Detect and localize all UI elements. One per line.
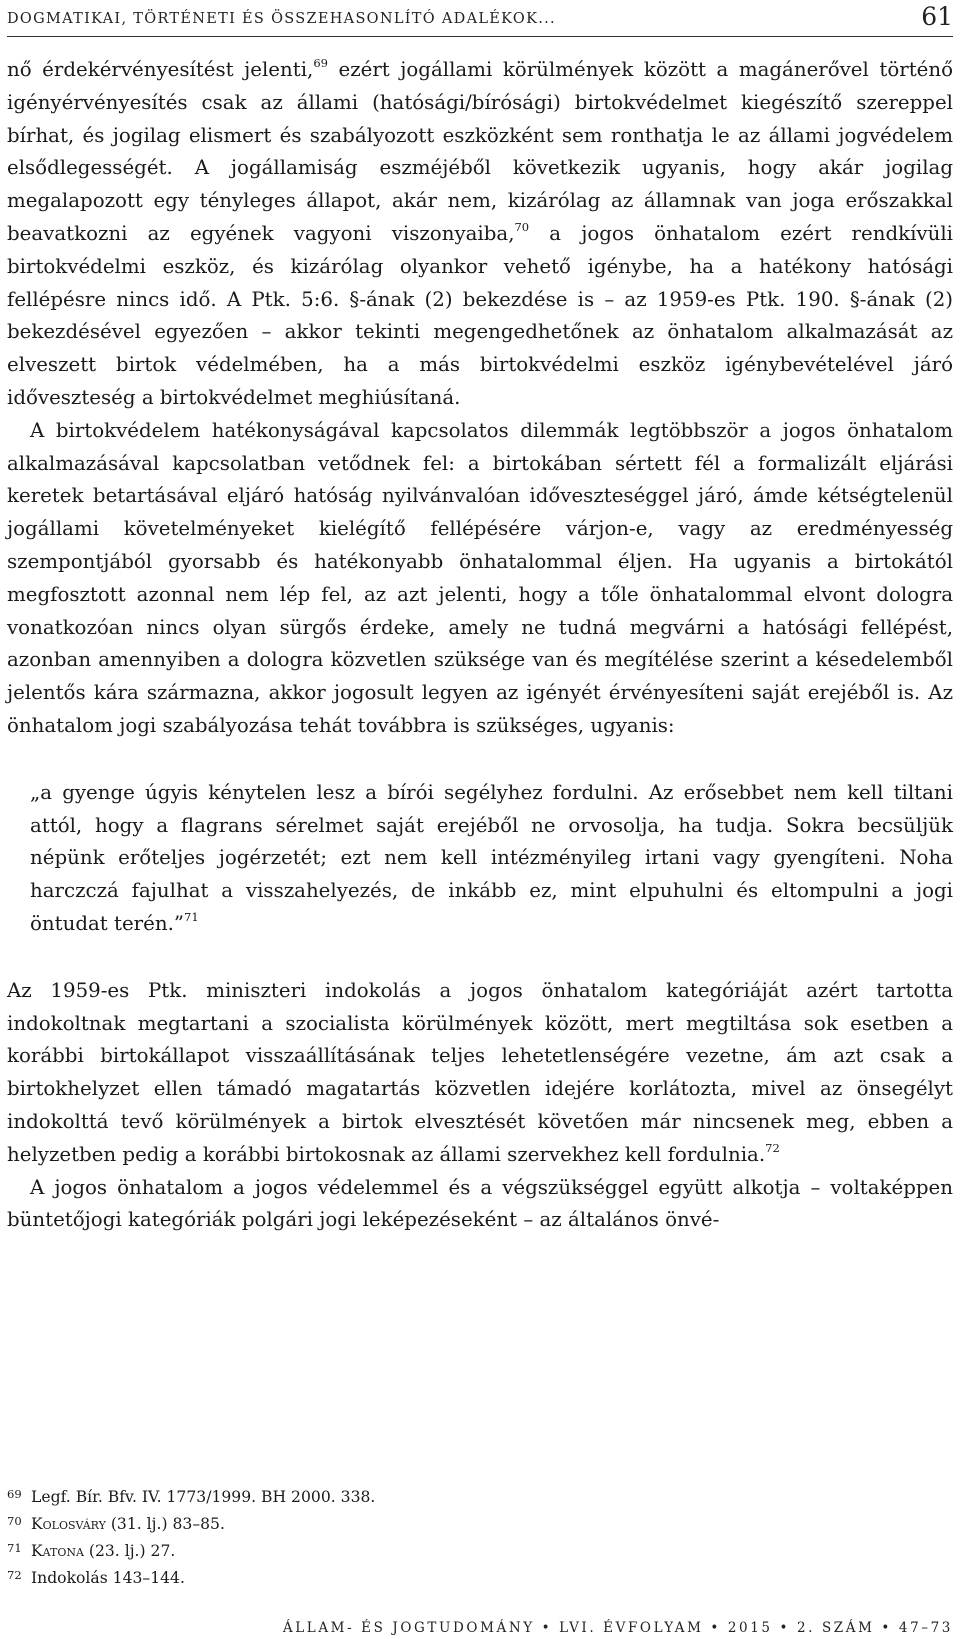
paragraph-3-text: Az 1959-es Ptk. miniszteri indokolás a jogos önhatalom kategóriáját azért tartotta indokoltnak megtartani a szocialista körülmények között, mert megtiltása sok esetben a korábbi birtokállapot visszaállításának teljes lehetetlenségére vezetne, ám azt csak a birtokhelyzet ellen támadó magatartás közvetlen idejére korlátozta, mivel az önsegélyt indokolttá tevő körülmények a birtok elvesztését követően már nincsenek meg, ebben a helyzetben pedig a korábbi birtokosnak az állami szervekhez kell fordulnia.: [7, 978, 953, 1166]
footnote-ref-70[interactable]: 70: [514, 220, 530, 235]
page-number: 61: [921, 2, 953, 31]
footnote-author: Katona: [31, 1542, 84, 1560]
footnote-author: Kolosváry: [31, 1515, 106, 1533]
footnote-number: 69: [7, 1487, 22, 1501]
footnote-text: Katona (23. lj.) 27.: [31, 1542, 176, 1560]
footnote-text: Kolosváry (31. lj.) 83–85.: [31, 1515, 225, 1533]
paragraph-1-part-a: nő érdekérvényesítést jelenti,: [7, 58, 314, 81]
footnote-text: Indokolás 143–144.: [31, 1569, 185, 1587]
footnote-72: [7, 1565, 953, 1592]
footnote-70: [7, 1511, 953, 1538]
paragraph-4: A jogos önhatalom a jogos védelemmel és a végszükséggel együtt alkotja – voltaképpen büntetőjogi kategóriák polgári jogi leképezéseként – az általános önvé-: [7, 1175, 953, 1232]
footnote-text: Legf. Bír. Bfv. IV. 1773/1999. BH 2000. 338.: [31, 1488, 376, 1506]
footnote-ref-69[interactable]: 69: [313, 56, 328, 71]
running-head-title: DOGMATIKAI, TÖRTÉNETI ÉS ÖSSZEHASONLÍTÓ ADALÉKOK...: [7, 11, 556, 27]
footnote-number: 71: [7, 1541, 22, 1555]
footnote-71: [7, 1538, 953, 1565]
paragraph-1-part-b: ezért jogállami körülmények között a magánerővel történő igényérvényesítés csak az állami (hatósági/bírósági) birtokvédelmet kiegészítő szereppel bírhat, és jogilag elismert és szabályozott eszközként sem ronthatja le az állami jogvédelem elsődlegességét. A jogállamiság eszméjéből következik ugyanis, hogy akár jogilag megalapozott egy tényleges állapot, akár nem, kizárólag az államnak van joga erőszakkal beavatkozni az egyének vagyoni viszonyaiba,: [7, 58, 953, 245]
journal-footer: ÁLLAM- ÉS JOGTUDOMÁNY • LVI. ÉVFOLYAM • 2015 • 2. SZÁM • 47–73: [282, 1620, 953, 1636]
running-head: [7, 2, 953, 37]
footnote-ref-72[interactable]: 72: [765, 1141, 780, 1156]
paragraph-2: A birtokvédelem hatékonyságával kapcsolatos dilemmák legtöbbször a jogos önhatalom alkalmazásával kapcsolatban vetődnek fel: a birtokában sértett fél a formalizált eljárási keretek betartásával eljáró hatóság nyilvánvalóan időveszteséggel járó, ámde kétségtelenül jogállami követelményeket kielégítő fellépésére várjon-e, vagy az eredményesség szempontjából gyorsabb és hatékonyabb önhatalommal éljen. Ha ugyanis a birtokától megfosztott azonnal nem lép fel, az azt jelenti, hogy a tőle önhatalommal elvont dologra vonatkozóan nincs olyan sürgős érdeke, amely ne tudná megvárni a hatósági fellépést, azonban amennyiben a dologra közvetlen szüksége van és megítélése szerint a késedelemből jelentős kára származna, akkor jogosult legyen az igényét érvényesíteni saját erejéből is. Az önhatalom jogi szabályozása tehát továbbra is szükséges, ugyanis:: [7, 418, 953, 737]
paragraph-1-part-c: a jogos önhatalom ezért rendkívüli birtokvédelmi eszköz, és kizárólag olyankor vehető igénybe, ha a hatékony hatósági fellépésre nincs idő. A Ptk. 5:6. §-ának (2) bekezdése is – az 1959-es Ptk. 190. §-ának (2) bekezdésével egyezően – akkor tekinti megengedhetőnek az önhatalom alkalmazását az elveszett birtok védelmében, ha a más birtokvédelmi eszköz igénybevételével járó időveszteség a birtokvédelmet meghiúsítaná.: [7, 221, 953, 409]
footnote-number: 70: [7, 1514, 22, 1528]
block-quote: [30, 777, 953, 941]
footnote-ref-71[interactable]: 71: [184, 910, 199, 925]
footnote-number: 72: [7, 1568, 22, 1582]
body-text: [7, 54, 953, 1237]
paragraph-3: [7, 975, 953, 1172]
block-quote-text: „a gyenge úgyis kénytelen lesz a bírói segélyhez fordulni. Az erősebbet nem kell tiltani attól, hogy a flagrans sérelmet saját erejéből ne orvosolja, ha tudja. Sokra becsüljük népünk erőteljes jogérzetét; ezt nem kell intézményileg irtani vagy gyengíteni. Noha harczczá fajulhat a visszahelyezés, de inkább ez, mint elpuhulni és eltompulni a jogi öntudat terén.”: [30, 780, 953, 935]
paragraph-1: [7, 54, 953, 415]
footnotes: [7, 1484, 953, 1592]
footnote-69: [7, 1484, 953, 1511]
